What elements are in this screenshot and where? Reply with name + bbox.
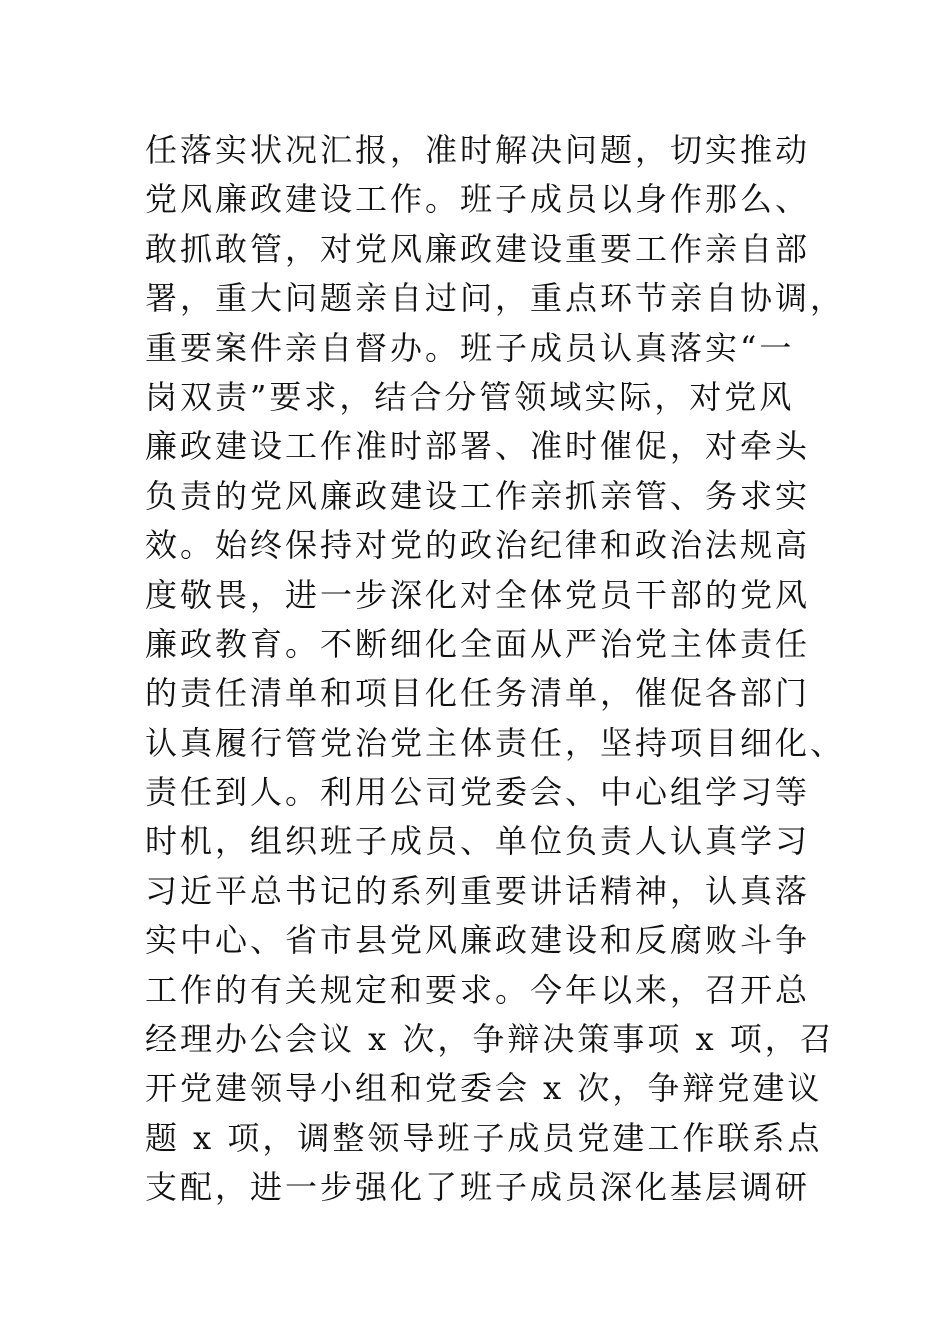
text-line: 重要案件亲自督办。班子成员认真落实“一 (145, 328, 795, 367)
text-line: 的责任清单和项目化任务清单，催促各部门 (145, 674, 811, 713)
text-line: 题 x 项，调整领导班子成员党建工作联系点 (145, 1118, 823, 1157)
text-line: 任落实状况汇报，准时解决问题，切实推动 (145, 131, 811, 169)
text-line: 岗双责”要求，结合分管领域实际，对党风 (145, 377, 795, 416)
text-line: 责任到人。利用公司党委会、中心组学习等 (145, 773, 811, 812)
text-line: 效。始终保持对党的政治纪律和政治法规高 (145, 526, 811, 565)
text-line: 廉政教育。不断细化全面从严治党主体责任 (145, 624, 811, 663)
text-line: 敢抓敢管，对党风廉政建设重要工作亲自部 (145, 229, 811, 268)
body-text (145, 126, 845, 1213)
text-line: 党风廉政建设工作。班子成员以身作那么、 (145, 180, 811, 219)
text-line: 支配，进一步强化了班子成员深化基层调研 (145, 1168, 811, 1207)
text-line: 时机，组织班子成员、单位负责人认真学习 (145, 822, 811, 861)
text-line: 认真履行管党治党主体责任，坚持项目细化、 (145, 723, 846, 762)
text-line: 廉政建设工作准时部署、准时催促，对牵头 (145, 427, 811, 466)
text-line: 开党建领导小组和党委会 x 次，争辩党建议 (145, 1069, 823, 1108)
text-line: 习近平总书记的系列重要讲话精神，认真落 (145, 871, 811, 910)
text-line: 度敬畏，进一步深化对全体党员干部的党风 (145, 575, 811, 614)
text-line: 实中心、省市县党风廉政建设和反腐败斗争 (145, 921, 811, 960)
text-line: 工作的有关规定和要求。今年以来，召开总 (145, 970, 811, 1009)
text-line: 署，重大问题亲自过问，重点环节亲自协调， (145, 279, 846, 318)
text-line: 负责的党风廉政建设工作亲抓亲管、务求实 (145, 476, 811, 515)
text-line: 经理办公会议 x 次，争辩决策事项 x 项，召 (145, 1020, 835, 1059)
